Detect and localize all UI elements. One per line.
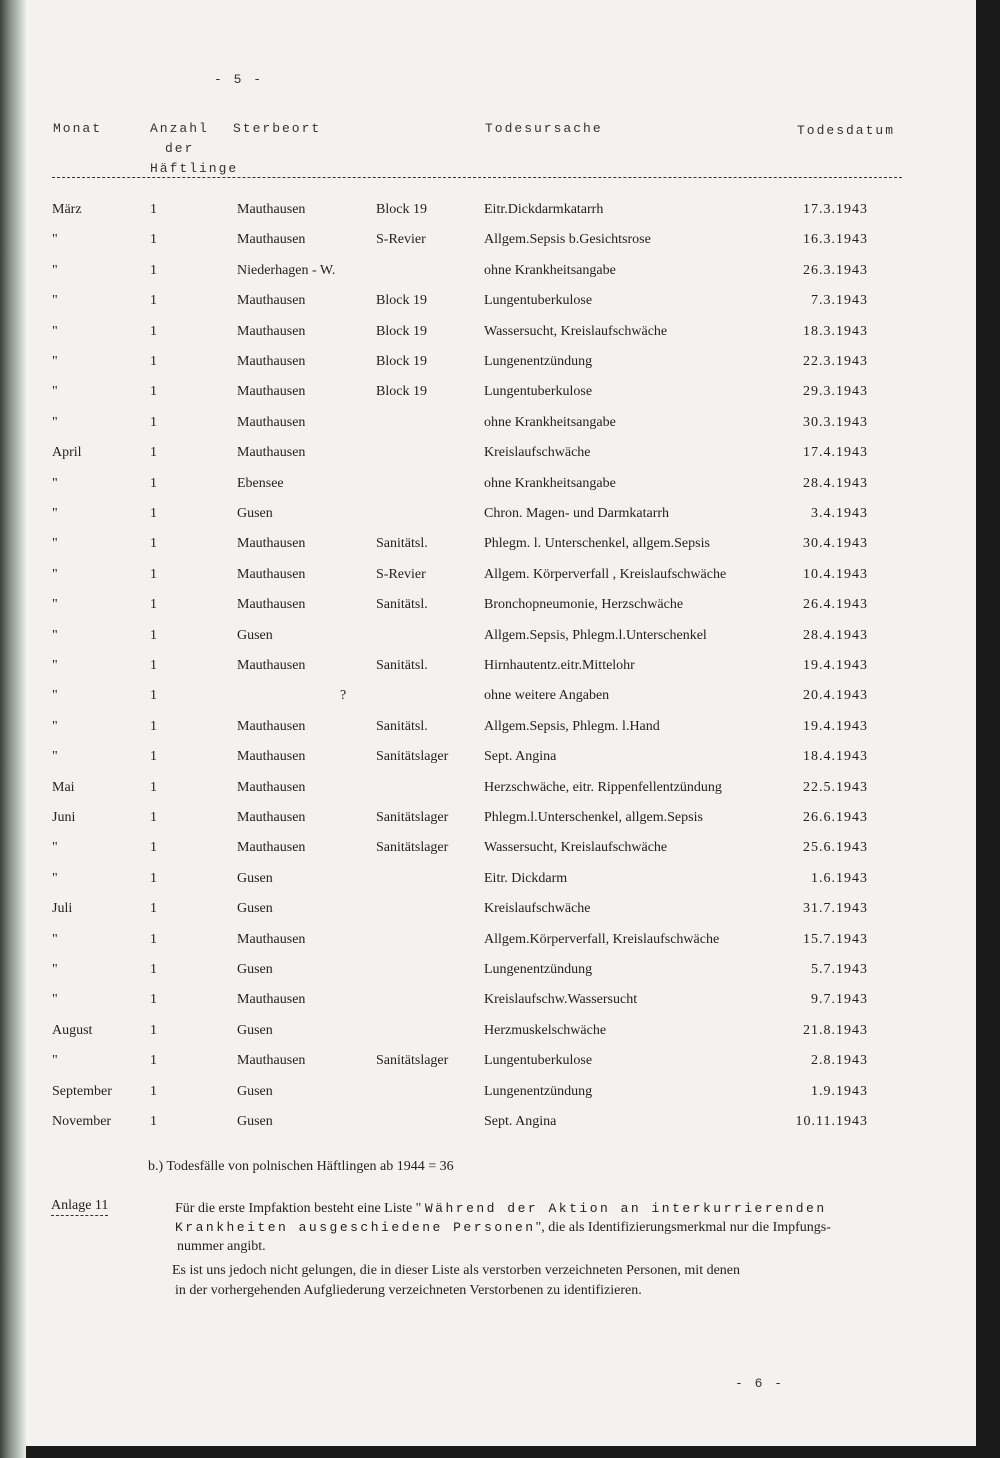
cell-month: " [52, 354, 58, 369]
cell-month: " [52, 962, 58, 977]
cell-cause: Kreislaufschwäche [484, 445, 591, 461]
table-row [0, 232, 1000, 256]
cell-date: 29.3.1943 [803, 384, 868, 400]
cell-place: Mauthausen [237, 323, 306, 339]
cell-count: 1 [150, 931, 157, 947]
cell-place: Mauthausen [237, 445, 306, 461]
cell-count: 1 [150, 1083, 157, 1099]
cell-month: Juni [52, 810, 76, 825]
cell-count: 1 [150, 749, 157, 765]
cell-place: Mauthausen [237, 718, 306, 734]
page-number-bottom: - 6 - [735, 1376, 785, 1391]
anlage-paragraph-1-line-3: nummer angibt. [177, 1239, 266, 1254]
cell-month: Juli [52, 901, 73, 917]
cell-count: 1 [150, 1053, 157, 1069]
cell-month: " [52, 627, 58, 643]
header-sterbeort: Sterbeort [233, 121, 322, 136]
table-row [0, 1114, 1000, 1138]
cell-count: 1 [150, 627, 157, 643]
cell-place: Ebensee [237, 475, 284, 491]
cell-count: 1 [150, 1022, 157, 1038]
cell-location-detail: Sanitätsl. [376, 718, 428, 734]
table-row [0, 901, 1000, 925]
cell-cause: Hirnhautentz.eitr.Mittelohr [484, 658, 635, 673]
table-row [0, 719, 1000, 743]
cell-cause: Lungenentzündung [484, 354, 593, 369]
cell-cause: Kreislaufschwäche [484, 901, 591, 917]
cell-location-detail: Block 19 [376, 293, 427, 309]
cell-place: Mauthausen [237, 414, 306, 430]
cell-month: September [52, 1083, 112, 1099]
cell-cause: Sept. Angina [484, 749, 557, 765]
cell-count: 1 [150, 566, 157, 582]
cell-count: 1 [150, 354, 157, 369]
cell-location-detail: Sanitätsl. [376, 597, 428, 613]
cell-cause: Lungentuberkulose [484, 1053, 593, 1069]
cell-cause: Kreislaufschw.Wassersucht [484, 992, 638, 1008]
cell-place: Gusen [237, 870, 273, 886]
table-row [0, 384, 1000, 408]
cell-cause: Lungenentzündung [484, 1083, 593, 1099]
cell-location-detail: S-Revier [376, 566, 426, 582]
cell-place: Gusen [237, 627, 273, 643]
table-row [0, 1053, 1000, 1077]
cell-count: 1 [150, 445, 157, 461]
cell-month: " [52, 293, 58, 309]
cell-cause: ohne Krankheitsangabe [484, 414, 616, 430]
cell-location-detail: Sanitätslager [376, 840, 449, 856]
cell-cause: Lungentuberkulose [484, 384, 593, 400]
table-row [0, 688, 1000, 712]
cell-place: Gusen [237, 1114, 273, 1129]
cell-date: 3.4.1943 [811, 506, 868, 521]
cell-place: Mauthausen [237, 779, 306, 795]
cell-cause: Lungenentzündung [484, 962, 593, 977]
cell-month: " [52, 262, 58, 278]
cell-location-detail: Sanitätslager [376, 1053, 449, 1069]
cell-place: Mauthausen [237, 749, 306, 765]
cell-place: Gusen [237, 506, 273, 521]
cell-count: 1 [150, 1114, 157, 1129]
header-anzahl: Anzahl [150, 121, 209, 136]
cell-cause: Eitr.Dickdarmkatarrh [484, 202, 604, 217]
cell-cause: Herzmuskelschwäche [484, 1022, 607, 1038]
cell-month: August [52, 1022, 93, 1038]
table-row [0, 263, 1000, 287]
cell-month: März [52, 202, 82, 217]
table-row [0, 324, 1000, 348]
header-haeftlinge: Häftlinge [150, 161, 239, 176]
cell-date: 22.5.1943 [803, 779, 868, 795]
cell-month: " [52, 658, 58, 673]
cell-place: Mauthausen [237, 232, 306, 248]
cell-date: 9.7.1943 [811, 992, 868, 1008]
page-number-top: - 5 - [214, 72, 264, 87]
cell-cause: Herzschwäche, eitr. Rippenfellentzündung [484, 779, 722, 795]
cell-date: 7.3.1943 [811, 293, 868, 309]
cell-count: 1 [150, 870, 157, 886]
cell-cause: Sept. Angina [484, 1114, 557, 1129]
anlage-label: Anlage 11 [51, 1196, 108, 1216]
cell-date: 26.4.1943 [803, 597, 868, 613]
cell-place: Mauthausen [237, 992, 306, 1008]
cell-place: Gusen [237, 1083, 273, 1099]
cell-month: " [52, 384, 58, 400]
table-row [0, 932, 1000, 956]
cell-count: 1 [150, 506, 157, 521]
cell-count: 1 [150, 810, 157, 825]
cell-location-detail: Sanitätslager [376, 749, 449, 765]
header-der: der [165, 141, 195, 156]
cell-month: " [52, 566, 58, 582]
cell-cause: ohne Krankheitsangabe [484, 262, 616, 278]
cell-count: 1 [150, 536, 157, 552]
cell-cause: Chron. Magen- und Darmkatarrh [484, 506, 670, 521]
text: ", die als Identifizierungsmerkmal nur die Impfungs- [535, 1220, 831, 1235]
quoted-title-part-1: Während der Aktion an interkurrierenden [424, 1201, 827, 1216]
table-row [0, 597, 1000, 621]
cell-date: 28.4.1943 [803, 475, 868, 491]
cell-place: Mauthausen [237, 931, 306, 947]
cell-count: 1 [150, 962, 157, 977]
table-row [0, 628, 1000, 652]
cell-month: " [52, 506, 58, 521]
cell-month: " [52, 718, 58, 734]
cell-cause: Phlegm. l. Unterschenkel, allgem.Sepsis [484, 536, 710, 552]
table-row [0, 536, 1000, 560]
cell-month: " [52, 597, 58, 613]
cell-count: 1 [150, 384, 157, 400]
cell-cause: Allgem.Sepsis, Phlegm.l.Unterschenkel [484, 627, 707, 643]
cell-location-detail: Sanitätsl. [376, 658, 428, 673]
cell-count: 1 [150, 840, 157, 856]
cell-place: Mauthausen [237, 566, 306, 582]
table-row [0, 476, 1000, 500]
header-todesursache: Todesursache [485, 121, 603, 136]
cell-location-detail: Block 19 [376, 323, 427, 339]
cell-count: 1 [150, 475, 157, 491]
cell-count: 1 [150, 901, 157, 917]
cell-date: 17.4.1943 [803, 445, 868, 461]
anlage-paragraph-2-line-1: Es ist uns jedoch nicht gelungen, die in dieser Liste als verstorben verzeichneten Personen, mit denen [172, 1263, 741, 1278]
cell-cause: Wassersucht, Kreislaufschwäche [484, 323, 668, 339]
cell-date: 31.7.1943 [803, 901, 868, 917]
cell-count: 1 [150, 779, 157, 795]
table-row [0, 840, 1000, 864]
table-row [0, 202, 1000, 226]
cell-month: " [52, 475, 58, 491]
cell-location-detail: Block 19 [376, 202, 427, 217]
cell-location-detail: Block 19 [376, 384, 427, 400]
cell-location-detail: Block 19 [376, 354, 427, 369]
cell-date: 30.3.1943 [803, 414, 868, 430]
cell-cause: Lungentuberkulose [484, 293, 593, 309]
cell-place: Niederhagen - W. [237, 262, 336, 278]
cell-count: 1 [150, 262, 157, 278]
cell-count: 1 [150, 718, 157, 734]
cell-place: Mauthausen [237, 597, 306, 613]
cell-place: Gusen [237, 1022, 273, 1038]
header-todesdatum: Todesdatum [797, 123, 896, 138]
cell-cause: Allgem.Körperverfall, Kreislaufschwäche [484, 931, 720, 947]
cell-month: " [52, 1053, 58, 1069]
cell-cause: Phlegm.l.Unterschenkel, allgem.Sepsis [484, 810, 703, 825]
cell-place: Mauthausen [237, 293, 306, 309]
text: Für die erste Impfaktion besteht eine Liste " [175, 1201, 422, 1216]
cell-month: " [52, 870, 58, 886]
cell-count: 1 [150, 597, 157, 613]
cell-month: " [52, 414, 58, 430]
cell-date: 26.6.1943 [803, 810, 868, 825]
table-row [0, 506, 1000, 530]
cell-month: " [52, 840, 58, 856]
table-row [0, 415, 1000, 439]
cell-month: " [52, 688, 58, 704]
cell-month: Mai [52, 779, 75, 795]
cell-place: Mauthausen [237, 384, 306, 400]
cell-month: " [52, 232, 58, 248]
cell-cause: Eitr. Dickdarm [484, 870, 568, 886]
cell-place: ? [340, 688, 347, 704]
cell-date: 18.3.1943 [803, 323, 868, 339]
cell-place: Mauthausen [237, 1053, 306, 1069]
table-row [0, 962, 1000, 986]
cell-month: " [52, 931, 58, 947]
cell-cause: Allgem.Sepsis b.Gesichtsrose [484, 232, 651, 248]
cell-date: 2.8.1943 [811, 1053, 868, 1069]
cell-date: 1.9.1943 [811, 1083, 868, 1099]
table-row [0, 293, 1000, 317]
table-row [0, 992, 1000, 1016]
table-row [0, 445, 1000, 469]
cell-month: November [52, 1114, 112, 1129]
cell-cause: ohne weitere Angaben [484, 688, 610, 704]
cell-place: Mauthausen [237, 840, 306, 856]
header-monat: Monat [53, 121, 103, 136]
cell-place: Gusen [237, 962, 273, 977]
cell-date: 30.4.1943 [803, 536, 868, 552]
cell-date: 5.7.1943 [811, 962, 868, 977]
anlage-paragraph-2-line-2: in der vorhergehenden Aufgliederung verzeichneten Verstorbenen zu identifizieren. [175, 1283, 642, 1298]
table-row [0, 810, 1000, 834]
header-divider [52, 177, 902, 178]
cell-count: 1 [150, 688, 157, 704]
cell-date: 20.4.1943 [803, 688, 868, 704]
cell-count: 1 [150, 414, 157, 430]
table-row [0, 354, 1000, 378]
cell-place: Mauthausen [237, 658, 306, 673]
cell-cause: ohne Krankheitsangabe [484, 475, 616, 491]
cell-location-detail: Sanitätsl. [376, 536, 428, 552]
summary-polish-prisoners: b.) Todesfälle von polnischen Häftlingen ab 1944 = 36 [148, 1159, 454, 1174]
cell-date: 22.3.1943 [803, 354, 868, 369]
table-row [0, 1023, 1000, 1047]
cell-count: 1 [150, 992, 157, 1008]
cell-date: 16.3.1943 [803, 232, 868, 248]
cell-month: " [52, 536, 58, 552]
cell-date: 10.11.1943 [795, 1114, 868, 1129]
cell-date: 21.8.1943 [803, 1022, 868, 1038]
cell-date: 26.3.1943 [803, 262, 868, 278]
cell-cause: Bronchopneumonie, Herzschwäche [484, 597, 684, 613]
anlage-paragraph-1-line-1 [175, 1199, 827, 1218]
table-row [0, 658, 1000, 682]
cell-cause: Allgem.Sepsis, Phlegm. l.Hand [484, 718, 660, 734]
cell-date: 10.4.1943 [803, 566, 868, 582]
cell-location-detail: S-Revier [376, 232, 426, 248]
quoted-title-part-2: Krankheiten ausgeschiedene Personen [175, 1220, 536, 1235]
table-row [0, 871, 1000, 895]
cell-month: " [52, 749, 58, 765]
cell-month: April [52, 445, 82, 461]
cell-date: 19.4.1943 [803, 658, 868, 673]
cell-count: 1 [150, 658, 157, 673]
cell-count: 1 [150, 293, 157, 309]
cell-date: 15.7.1943 [803, 931, 868, 947]
cell-count: 1 [150, 202, 157, 217]
cell-place: Mauthausen [237, 810, 306, 825]
cell-count: 1 [150, 323, 157, 339]
cell-place: Mauthausen [237, 536, 306, 552]
cell-cause: Wassersucht, Kreislaufschwäche [484, 840, 668, 856]
table-row [0, 780, 1000, 804]
cell-count: 1 [150, 232, 157, 248]
cell-date: 28.4.1943 [803, 627, 868, 643]
cell-date: 25.6.1943 [803, 840, 868, 856]
cell-place: Gusen [237, 901, 273, 917]
table-row [0, 749, 1000, 773]
table-row [0, 567, 1000, 591]
cell-date: 19.4.1943 [803, 718, 868, 734]
cell-cause: Allgem. Körperverfall , Kreislaufschwäche [484, 566, 727, 582]
cell-month: " [52, 323, 58, 339]
anlage-paragraph-1-line-2 [175, 1218, 831, 1237]
cell-month: " [52, 992, 58, 1008]
table-row [0, 1084, 1000, 1108]
cell-location-detail: Sanitätslager [376, 810, 449, 825]
cell-place: Mauthausen [237, 202, 306, 217]
cell-place: Mauthausen [237, 354, 306, 369]
cell-date: 18.4.1943 [803, 749, 868, 765]
cell-date: 17.3.1943 [803, 202, 868, 217]
cell-date: 1.6.1943 [811, 870, 868, 886]
